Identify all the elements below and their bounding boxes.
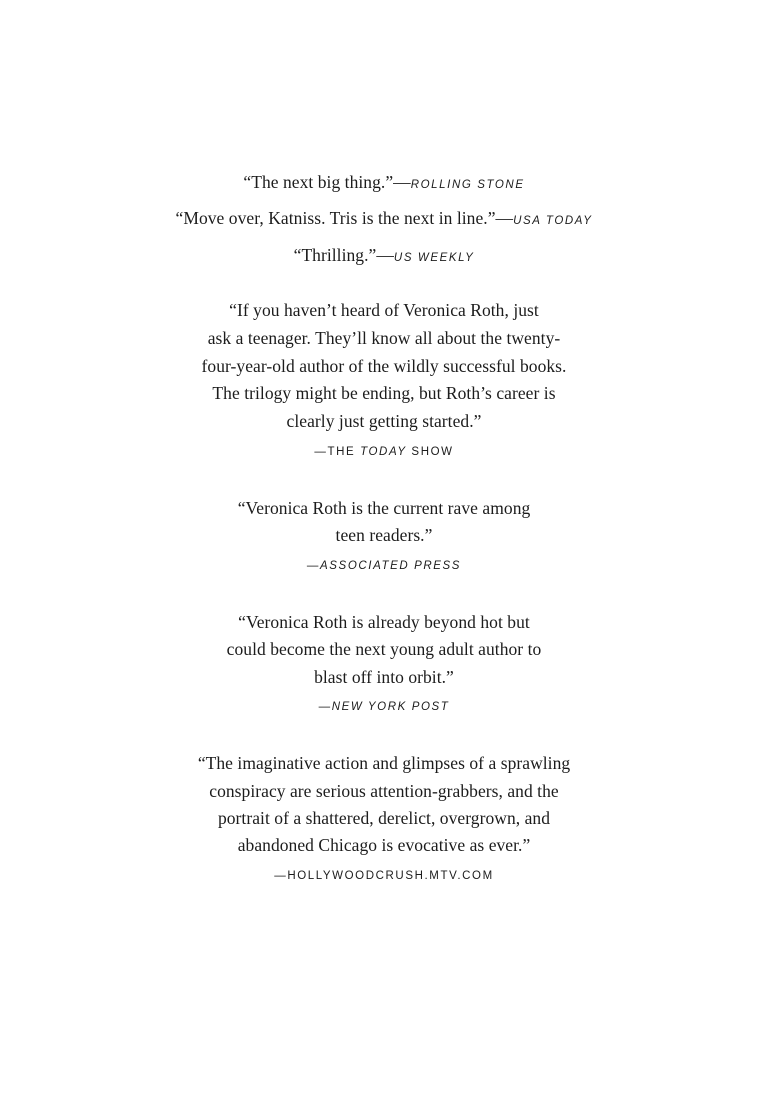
ap-quote-line: “Veronica Roth is the current rave among <box>237 498 531 518</box>
mtv-quote-line: “The imaginative action and glimpses of a sprawling <box>197 753 571 773</box>
attribution-italic: TODAY <box>360 446 407 458</box>
blurb-usa-today <box>0 207 768 232</box>
nypost-quote-line: “Veronica Roth is already beyond hot but <box>238 612 530 632</box>
blurb-us-weekly <box>0 244 768 269</box>
attribution-dash: — <box>306 560 321 572</box>
source-name: ASSOCIATED PRESS <box>320 560 462 572</box>
attribution-dash: — <box>376 245 394 265</box>
mtv-quote-line: conspiracy are serious attention-grabbers, and the <box>209 781 559 801</box>
mtv-quote-line: abandoned Chicago is evocative as ever.” <box>237 835 531 855</box>
ap-attribution <box>0 556 768 576</box>
today-quote-line: The trilogy might be ending, but Roth’s career is <box>212 383 556 403</box>
attribution-prefix: —THE <box>314 446 361 458</box>
source-name: US WEEKLY <box>393 252 475 264</box>
quote-text: “Move over, Katniss. Tris is the next in line.” <box>175 208 496 228</box>
attribution-suffix: SHOW <box>406 446 454 458</box>
attribution-dash: — <box>318 701 332 713</box>
today-quote-line: ask a teenager. They’ll know all about the twenty- <box>207 328 561 348</box>
nypost-quote-line: could become the next young adult author to <box>226 639 542 659</box>
mtv-attribution: —HOLLYWOODCRUSH.MTV.COM <box>274 870 494 882</box>
today-quote-line: “If you haven’t heard of Veronica Roth, just <box>229 300 539 320</box>
today-quote-line: four-year-old author of the wildly successful books. <box>201 356 567 376</box>
attribution-dash: — <box>393 172 411 192</box>
quote-text: “The next big thing.” <box>243 172 394 192</box>
blurb-rolling-stone <box>0 171 768 196</box>
today-attribution <box>0 442 768 462</box>
nypost-attribution <box>0 697 768 717</box>
source-name: NEW YORK POST <box>331 701 450 713</box>
mtv-quote-line: portrait of a shattered, derelict, overgrown, and <box>217 808 551 828</box>
attribution-dash: — <box>495 208 514 228</box>
nypost-quote-line: blast off into orbit.” <box>314 667 454 687</box>
quote-text: “Thrilling.” <box>293 245 377 265</box>
source-name: USA TODAY <box>513 215 593 227</box>
today-quote-line: clearly just getting started.” <box>286 411 482 431</box>
source-name: ROLLING STONE <box>410 179 525 191</box>
ap-quote-line: teen readers.” <box>335 525 433 545</box>
